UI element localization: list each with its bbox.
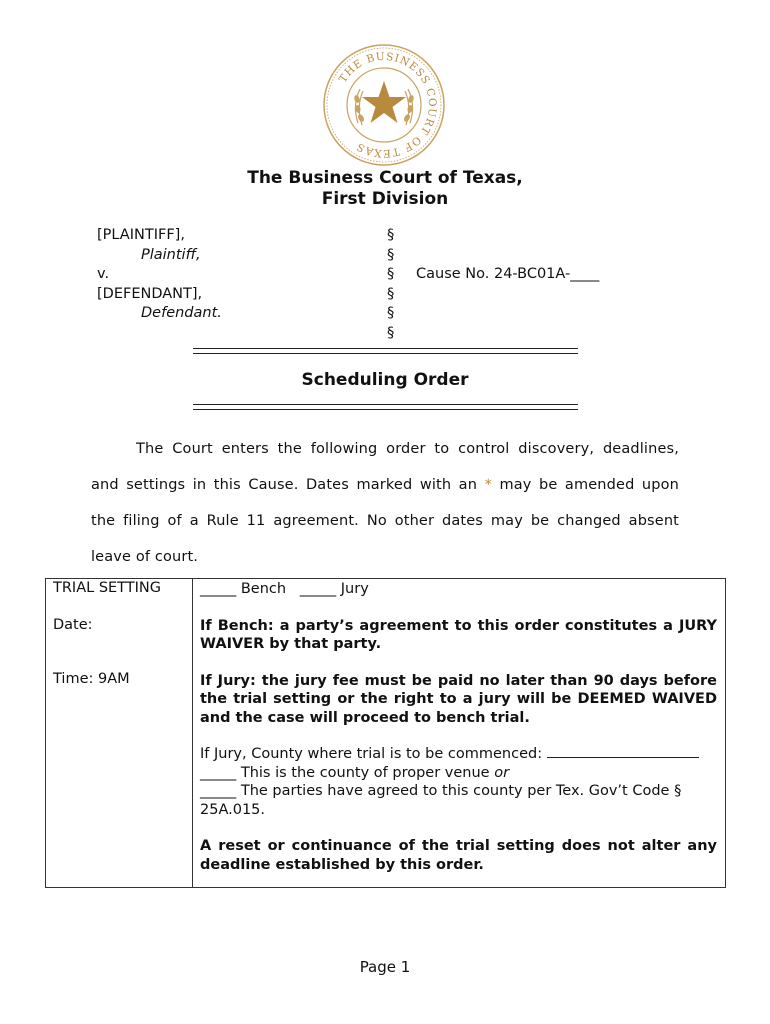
trial-setting-detail-cell [193, 579, 726, 888]
section-symbol: § [387, 285, 395, 302]
section-symbol: § [387, 246, 395, 263]
page-number: Page 1 [359, 958, 411, 976]
court-division: First Division [321, 189, 449, 209]
bench-option: Bench [240, 581, 287, 597]
trial-setting-label-cell [46, 579, 193, 888]
cause-number: Cause No. 24-BC01A-____ [416, 266, 600, 282]
lone-star-icon [362, 81, 406, 123]
venue-option-1-text: This is the county of proper venue [240, 764, 490, 781]
court-seal-logo [322, 43, 446, 167]
document-title: Scheduling Order [301, 370, 469, 390]
section-symbol: § [387, 305, 395, 322]
intro-paragraph [91, 431, 679, 575]
venue-option-2 [200, 782, 717, 819]
or-label: or [494, 764, 510, 781]
plaintiff-name: [PLAINTIFF], [97, 227, 185, 243]
bench-waiver-note: If Bench: a party’s agreement to this order constitutes a JURY WAIVER by that party. [200, 617, 717, 652]
court-name: The Business Court of Texas, [247, 168, 523, 188]
venue-option-1-blank[interactable]: _____ [200, 764, 237, 781]
venue-option-2-blank[interactable]: _____ [200, 783, 237, 799]
section-symbol: § [387, 266, 395, 283]
versus-label: v. [97, 266, 110, 283]
plaintiff-role: Plaintiff, [141, 246, 201, 263]
section-symbol: § [387, 227, 395, 243]
venue-option-1 [200, 764, 717, 783]
county-input-line[interactable] [547, 745, 699, 758]
time-label: Time: 9AM [53, 671, 130, 687]
intro-line: and settings in this Cause. Dates marked with an * may be amended upon [91, 477, 679, 493]
defendant-role: Defendant. [141, 305, 222, 322]
double-rule-bottom [193, 404, 578, 410]
county-line [200, 745, 717, 764]
venue-option-2-text: The parties have agreed to this county per Tex. Gov’t Code § 25A.015. [200, 783, 682, 818]
date-label: Date: [53, 617, 93, 633]
svg-text:THE BUSINESS COURT OF TEXAS: THE BUSINESS COURT OF TEXAS [336, 50, 439, 160]
bench-jury-choice [200, 580, 717, 599]
case-caption-parties [97, 226, 222, 324]
intro-line: the filing of a Rule 11 agreement. No other dates may be changed absent [91, 513, 679, 529]
intro-line: leave of court. [91, 549, 199, 565]
intro-line: The Court enters the following order to control discovery, deadlines, [136, 441, 679, 457]
trial-setting-table [45, 578, 726, 888]
jury-blank[interactable]: _____ [299, 581, 337, 597]
double-rule-top [193, 348, 578, 354]
jury-option: Jury [340, 581, 369, 597]
section-symbol: § [387, 324, 395, 341]
county-label: If Jury, County where trial is to be commenced: [200, 746, 543, 762]
jury-fee-note: If Jury: the jury fee must be paid no later than 90 days before the trial setting or the right to a jury will be DEEMED WAIVED and the case will proceed to bench trial. [200, 672, 717, 726]
bench-blank[interactable]: _____ [200, 581, 237, 597]
section-symbol-column [387, 226, 394, 344]
defendant-name: [DEFENDANT], [97, 285, 203, 302]
trial-setting-label: TRIAL SETTING [53, 580, 161, 596]
reset-note: A reset or continuance of the trial setting does not alter any deadline established by this order. [200, 838, 717, 873]
asterisk-mark: * [484, 477, 492, 493]
